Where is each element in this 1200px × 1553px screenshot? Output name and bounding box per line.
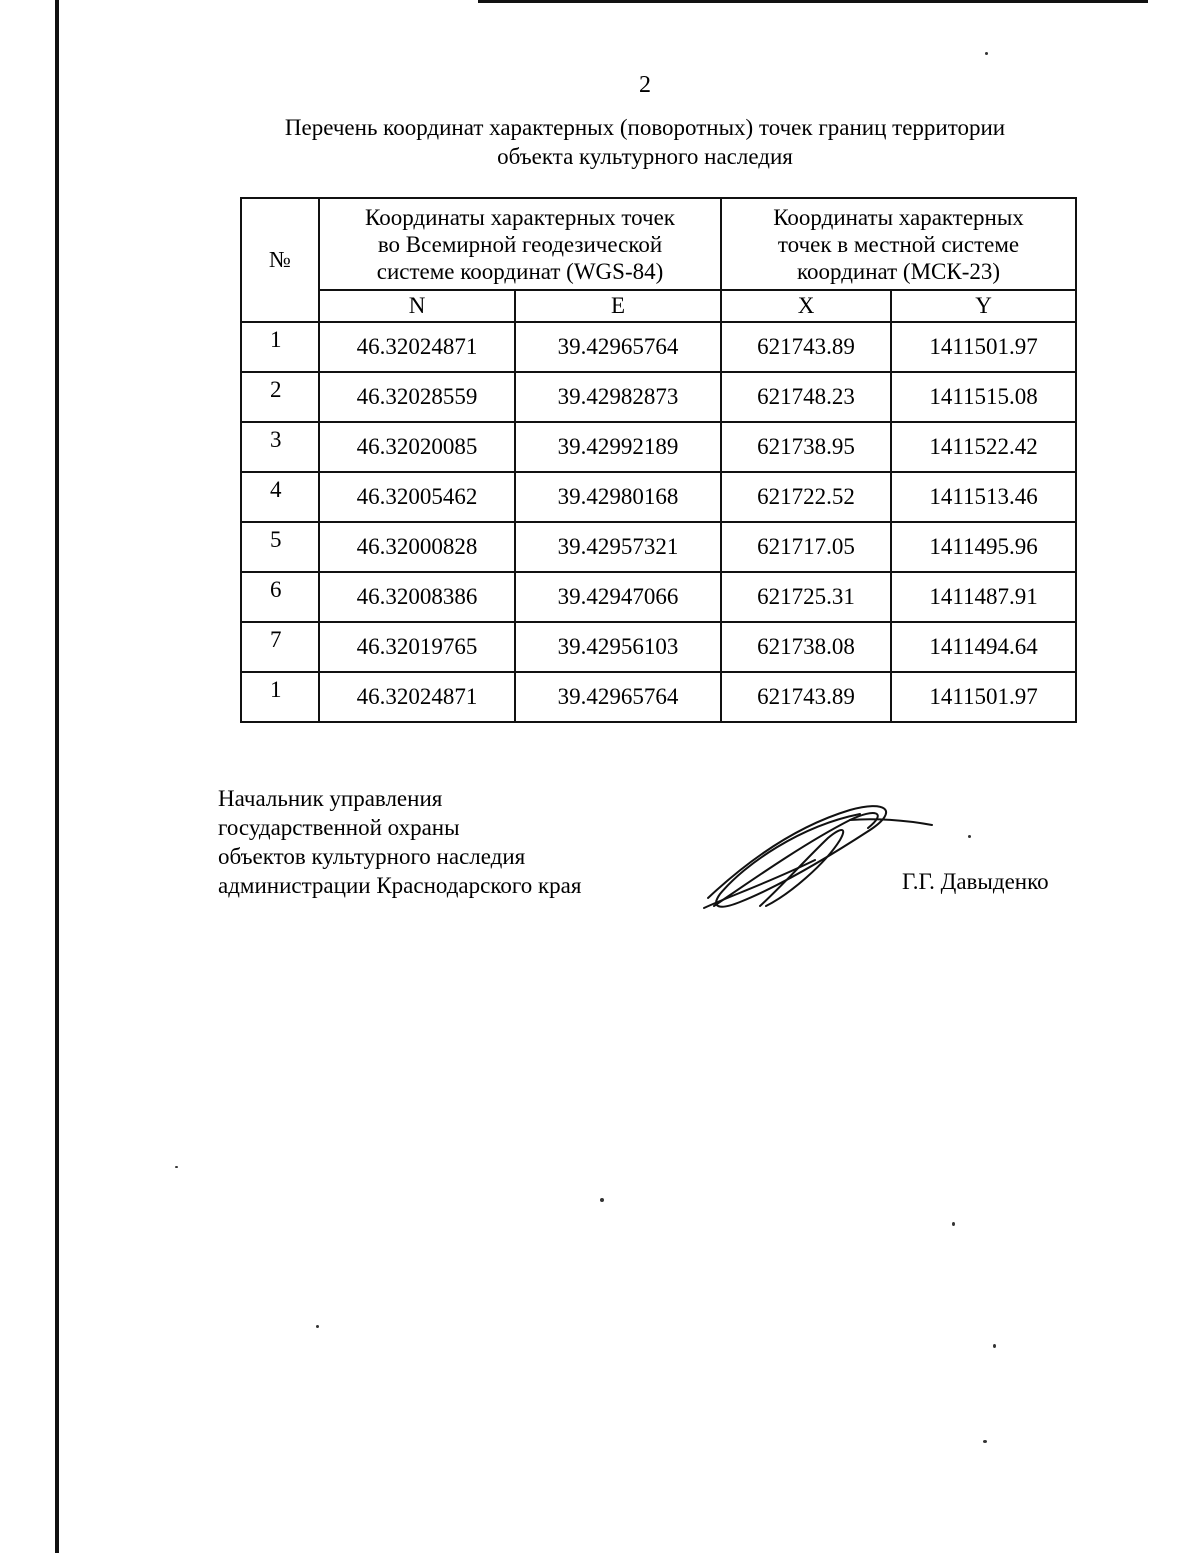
cell-e: 39.42956103	[515, 622, 721, 672]
cell-x: 621743.89	[721, 672, 891, 722]
header-e: E	[515, 290, 721, 322]
handwritten-signature	[700, 798, 940, 913]
cell-y: 1411515.08	[891, 372, 1076, 422]
header-wgs84-line: системе координат (WGS-84)	[376, 258, 664, 284]
cell-e: 39.42957321	[515, 522, 721, 572]
cell-n: 46.32028559	[319, 372, 515, 422]
header-number: №	[241, 198, 319, 322]
header-x: X	[721, 290, 891, 322]
cell-x: 621738.95	[721, 422, 891, 472]
cell-y: 1411501.97	[891, 322, 1076, 372]
scan-speck	[993, 1344, 996, 1348]
cell-point-number: 7	[241, 622, 319, 672]
scan-speck	[983, 1440, 987, 1443]
cell-point-number: 6	[241, 572, 319, 622]
header-msk23-group	[721, 198, 1076, 290]
document-title	[200, 113, 1090, 171]
cell-x: 621743.89	[721, 322, 891, 372]
cell-n: 46.32005462	[319, 472, 515, 522]
cell-n: 46.32020085	[319, 422, 515, 472]
table-row	[241, 472, 1076, 522]
cell-x: 621738.08	[721, 622, 891, 672]
cell-y: 1411501.97	[891, 672, 1076, 722]
cell-e: 39.42992189	[515, 422, 721, 472]
cell-x: 621722.52	[721, 472, 891, 522]
cell-y: 1411495.96	[891, 522, 1076, 572]
cell-n: 46.32019765	[319, 622, 515, 672]
cell-e: 39.42982873	[515, 372, 721, 422]
signatory-position	[218, 784, 581, 900]
cell-x: 621717.05	[721, 522, 891, 572]
table-row	[241, 422, 1076, 472]
cell-point-number: 5	[241, 522, 319, 572]
cell-n: 46.32024871	[319, 322, 515, 372]
document-title-line: объекта культурного наследия	[497, 144, 793, 169]
cell-y: 1411487.91	[891, 572, 1076, 622]
cell-x: 621748.23	[721, 372, 891, 422]
table-row	[241, 372, 1076, 422]
table-row	[241, 522, 1076, 572]
header-wgs84-line: во Всемирной геодезической	[377, 231, 663, 257]
scan-speck	[316, 1325, 319, 1328]
table-row	[241, 672, 1076, 722]
coordinates-table	[240, 197, 1077, 723]
cell-n: 46.32024871	[319, 672, 515, 722]
scan-border-top	[478, 0, 1148, 3]
cell-y: 1411522.42	[891, 422, 1076, 472]
header-wgs84-group	[319, 198, 721, 290]
cell-point-number: 1	[241, 322, 319, 372]
header-n: N	[319, 290, 515, 322]
cell-y: 1411494.64	[891, 622, 1076, 672]
header-msk23-line: координат (МСК-23)	[796, 258, 1001, 284]
scan-speck	[175, 1166, 178, 1168]
table-row	[241, 322, 1076, 372]
cell-point-number: 2	[241, 372, 319, 422]
cell-e: 39.42965764	[515, 322, 721, 372]
scan-speck	[600, 1198, 604, 1202]
document-title-line: Перечень координат характерных (поворотных) точек границ территории	[284, 115, 1006, 140]
header-y: Y	[891, 290, 1076, 322]
cell-e: 39.42947066	[515, 572, 721, 622]
cell-point-number: 3	[241, 422, 319, 472]
signatory-position-line: администрации Краснодарского края	[218, 873, 582, 898]
header-wgs84-line: Координаты характерных точек	[365, 204, 675, 230]
table-row	[241, 622, 1076, 672]
header-msk23-line: точек в местной системе	[777, 231, 1020, 257]
signatory-name: Г.Г. Давыденко	[902, 869, 1049, 894]
scan-speck	[952, 1222, 955, 1226]
scan-speck	[968, 835, 971, 838]
header-msk23-line: Координаты характерных	[773, 204, 1024, 230]
page-number: 2	[639, 72, 651, 98]
signatory-position-line: объектов культурного наследия	[218, 844, 526, 869]
cell-e: 39.42980168	[515, 472, 721, 522]
cell-n: 46.32000828	[319, 522, 515, 572]
cell-point-number: 4	[241, 472, 319, 522]
table-row	[241, 572, 1076, 622]
cell-e: 39.42965764	[515, 672, 721, 722]
cell-y: 1411513.46	[891, 472, 1076, 522]
cell-point-number: 1	[241, 672, 319, 722]
scan-border-left	[55, 0, 59, 1553]
signatory-position-line: Начальник управления	[218, 786, 443, 811]
cell-n: 46.32008386	[319, 572, 515, 622]
cell-x: 621725.31	[721, 572, 891, 622]
signatory-position-line: государственной охраны	[218, 815, 460, 840]
scan-speck	[985, 52, 988, 55]
